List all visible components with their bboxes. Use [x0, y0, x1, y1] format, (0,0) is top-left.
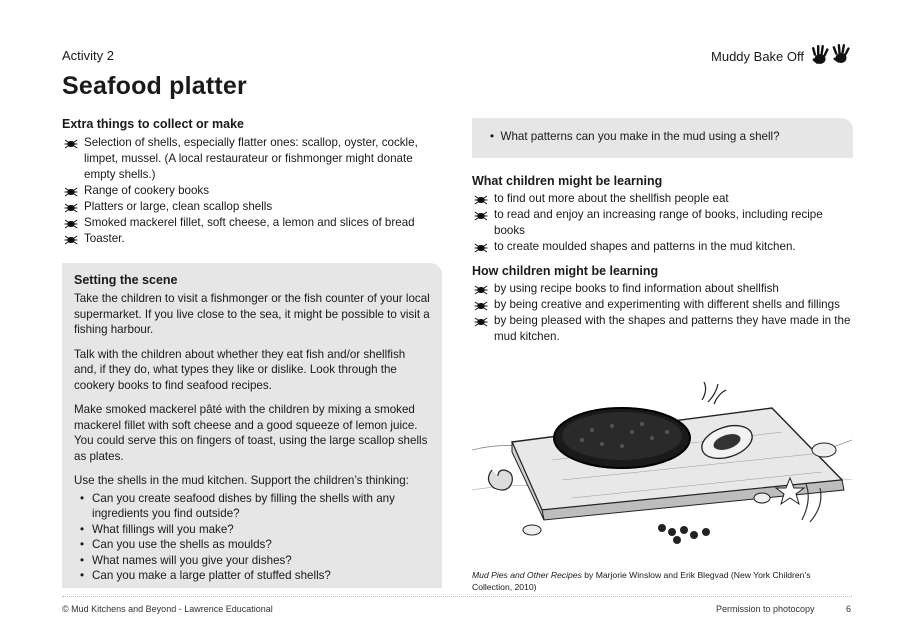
collect-heading: Extra things to collect or make — [62, 117, 244, 131]
what-heading: What children might be learning — [472, 174, 663, 188]
footer-copyright: © Mud Kitchens and Beyond - Lawrence Educational — [62, 604, 273, 614]
pattern-question: What patterns can you make in the mud using a shell? — [500, 130, 780, 143]
list-item: by being creative and experimenting with different shells and fillings — [472, 297, 854, 313]
collect-list — [62, 135, 447, 247]
bug-bullet-icon — [64, 219, 78, 229]
bug-bullet-icon — [474, 195, 488, 205]
caption-book-title: Mud Pies and Other Recipes — [472, 570, 582, 580]
list-item: to find out more about the shellfish people eat — [472, 191, 854, 207]
list-item: Range of cookery books — [62, 183, 447, 199]
brand — [711, 44, 852, 68]
list-item: to create moulded shapes and patterns in the mud kitchen. — [472, 239, 854, 255]
bug-bullet-icon — [64, 203, 78, 213]
scene-paragraph: Take the children to visit a fishmonger or the fish counter of your local supermarket. If you live close to the sea, it might be possible to visit a fishing harbour. — [74, 292, 430, 336]
bug-bullet-icon — [474, 211, 488, 221]
scene-paragraph: Talk with the children about whether they eat fish and/or shellfish and, if they do, what types they like or dislike. Look through the cookery books to find seafood recipes. — [74, 347, 406, 392]
list-item: Smoked mackerel fillet, soft cheese, a lemon and slices of bread — [62, 215, 447, 231]
how-list — [472, 281, 854, 345]
scene-questions — [74, 491, 430, 584]
list-item: Toaster. — [62, 231, 447, 247]
list-item: by using recipe books to find information about shellfish — [472, 281, 854, 297]
bug-bullet-icon — [64, 235, 78, 245]
brand-name: Muddy Bake Off — [711, 48, 804, 64]
bug-bullet-icon — [474, 317, 488, 327]
list-item: • Can you use the shells as moulds? — [74, 537, 430, 553]
seafood-platter-illustration — [472, 380, 852, 558]
footer-divider — [62, 596, 852, 597]
what-list — [472, 191, 854, 255]
scene-paragraph: Use the shells in the mud kitchen. Support the children’s thinking: — [74, 474, 409, 487]
list-item: by being pleased with the shapes and patterns they have made in the mud kitchen. — [472, 313, 854, 345]
page-number: 6 — [846, 604, 852, 614]
bug-bullet-icon — [64, 187, 78, 197]
bug-bullet-icon — [64, 139, 78, 149]
list-item: • Can you make a large platter of stuffed shells? — [74, 568, 430, 584]
setting-the-scene-box — [62, 263, 442, 588]
how-heading: How children might be learning — [472, 264, 659, 278]
bug-bullet-icon — [474, 301, 488, 311]
list-item: to read and enjoy an increasing range of books, including recipe books — [472, 207, 854, 239]
footer-permission: Permission to photocopy — [716, 604, 815, 614]
pattern-question-box: • What patterns can you make in the mud using a shell? — [472, 118, 853, 158]
caption-credit: by Marjorie Winslow and Erik Blegvad (New York Children’s Collection, 2010) — [472, 570, 811, 592]
collect-section — [62, 117, 447, 247]
page-title: Seafood platter — [62, 72, 247, 100]
bug-bullet-icon — [474, 285, 488, 295]
activity-label: Activity 2 — [62, 48, 115, 63]
list-item: • Can you create seafood dishes by filling the shells with any ingredients you find outside? — [74, 491, 430, 522]
illustration-caption — [472, 569, 852, 593]
list-item: • What names will you give your dishes? — [74, 553, 430, 569]
list-item: • What fillings will you make? — [74, 522, 430, 538]
scene-paragraph: Make smoked mackerel pâté with the children by mixing a smoked mackerel fillet with soft cheese and a good squeeze of lemon juice. You could serve this on fingers of toast, using the large scallop shells as plates. — [74, 403, 428, 463]
scene-heading: Setting the scene — [74, 273, 178, 287]
list-item: Selection of shells, especially flatter ones: scallop, oyster, cockle, limpet, mussel. (A local restaurateur or fishmonger might donate empty shells.) — [62, 135, 447, 183]
handprints-icon — [810, 44, 852, 68]
list-item: Platters or large, clean scallop shells — [62, 199, 447, 215]
learning-section — [472, 174, 854, 345]
bug-bullet-icon — [474, 243, 488, 253]
